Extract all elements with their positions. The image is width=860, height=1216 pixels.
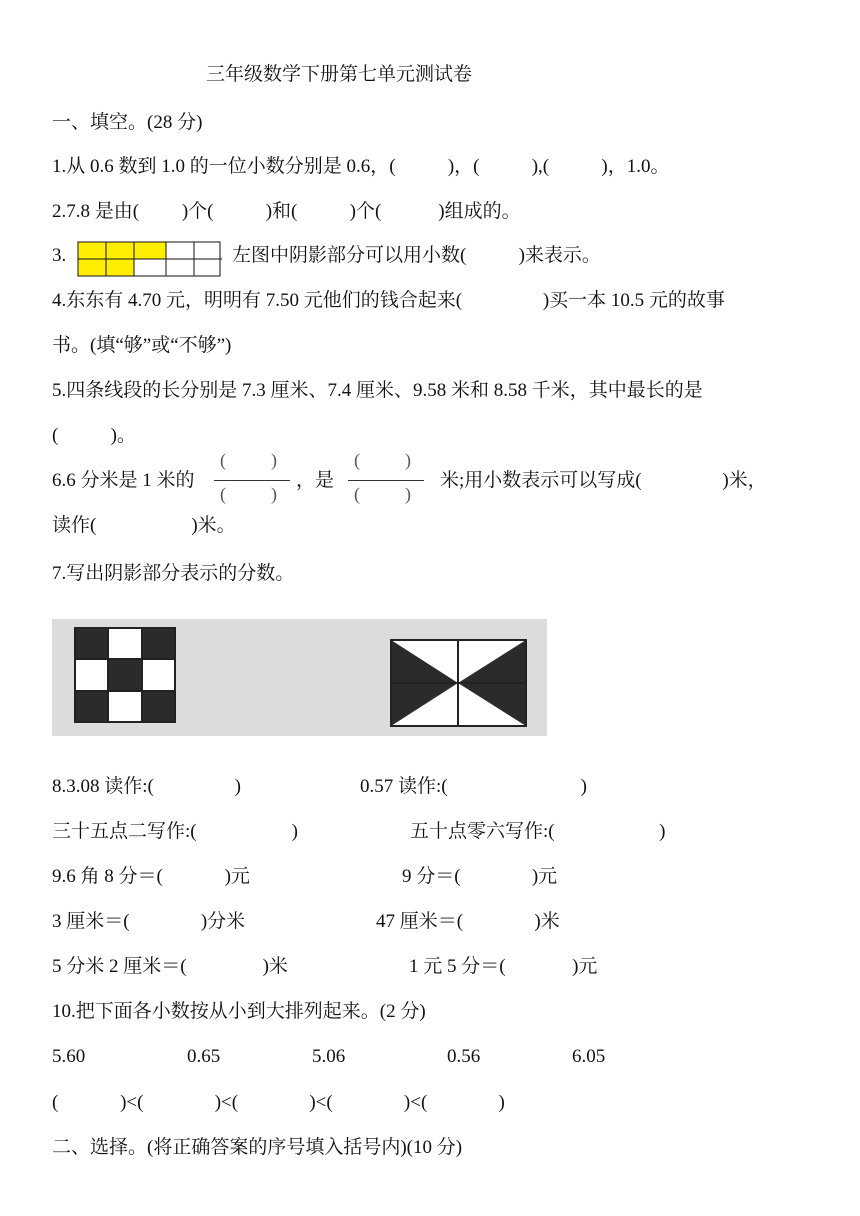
question-8-b: 0.57 读作:( ) bbox=[360, 776, 587, 797]
page-title: 三年级数学下册第七单元测试卷 bbox=[206, 64, 473, 85]
question-5-line-2: ( )。 bbox=[52, 425, 136, 446]
fraction-numerator: ( ) bbox=[220, 450, 277, 470]
question-9-d: 47 厘米＝( )米 bbox=[376, 911, 560, 932]
question-9-c: 3 厘米＝( )分米 bbox=[52, 911, 246, 932]
grid-cell-shaded bbox=[78, 259, 106, 276]
question-6-part-3: 米;用小数表示可以写成( )米， bbox=[440, 470, 767, 491]
checkerboard-figure bbox=[74, 627, 176, 723]
section-heading-fill-blank: 一、填空。(28 分) bbox=[52, 112, 203, 133]
bowtie-rectangle-figure bbox=[390, 639, 527, 727]
question-8-d: 五十点零六写作:( ) bbox=[410, 821, 666, 842]
question-6-part-2: ，是 bbox=[296, 470, 335, 491]
q10-number-4: 0.56 bbox=[447, 1046, 481, 1067]
fraction-blank-1 bbox=[214, 450, 290, 512]
question-2: 2.7.8 是由( )个( )和( )个( )组成的。 bbox=[52, 201, 521, 222]
q10-answer-blanks: ( )<( )<( )<( )<( ) bbox=[52, 1092, 505, 1113]
q10-number-1: 5.60 bbox=[52, 1046, 86, 1067]
question-8-a: 8.3.08 读作:( ) bbox=[52, 776, 241, 797]
question-7: 7.写出阴影部分表示的分数。 bbox=[52, 563, 295, 584]
question-6-line-2: 读作( )米。 bbox=[52, 515, 236, 536]
grid-cell-shaded bbox=[106, 242, 134, 259]
fraction-denominator: ( ) bbox=[354, 484, 411, 504]
question-3-text: 左图中阴影部分可以用小数( )来表示。 bbox=[232, 245, 601, 266]
question-4-line-1: 4.东东有 4.70 元，明明有 7.50 元他们的钱合起来( )买一本 10.5 元的故事 bbox=[52, 290, 725, 311]
fraction-bar bbox=[214, 480, 290, 481]
question-3-number: 3. bbox=[52, 245, 67, 266]
question-10: 10.把下面各小数按从小到大排列起来。(2 分) bbox=[52, 1001, 426, 1022]
fraction-bar bbox=[348, 480, 424, 481]
question-5-line-1: 5.四条线段的长分别是 7.3 厘米、7.4 厘米、9.58 米和 8.58 千米，其中最长的是 bbox=[52, 380, 703, 401]
question-8-c: 三十五点二写作:( ) bbox=[52, 821, 298, 842]
question-6-part-1: 6.6 分米是 1 米的 bbox=[52, 470, 195, 491]
q10-number-3: 5.06 bbox=[312, 1046, 346, 1067]
question-9-b: 9 分＝( )元 bbox=[402, 866, 558, 887]
decimal-grid-figure bbox=[76, 240, 224, 278]
question-9-e: 5 分米 2 厘米＝( )米 bbox=[52, 956, 288, 977]
shaded-fraction-figures-photo bbox=[52, 619, 547, 736]
fraction-numerator: ( ) bbox=[354, 450, 411, 470]
q10-number-5: 6.05 bbox=[572, 1046, 606, 1067]
grid-cell-shaded bbox=[134, 242, 166, 259]
fraction-blank-2 bbox=[348, 450, 424, 512]
question-4-line-2: 书。(填“够”或“不够”) bbox=[52, 335, 232, 356]
q10-number-2: 0.65 bbox=[187, 1046, 221, 1067]
question-9-f: 1 元 5 分＝( )元 bbox=[409, 956, 598, 977]
fraction-denominator: ( ) bbox=[220, 484, 277, 504]
grid-cell-shaded bbox=[106, 259, 134, 276]
question-1: 1.从 0.6 数到 1.0 的一位小数分别是 0.6，( )，( ),( )，1.0。 bbox=[52, 156, 670, 177]
question-9-a: 9.6 角 8 分＝( )元 bbox=[52, 866, 250, 887]
section-heading-multiple-choice: 二、选择。(将正确答案的序号填入括号内)(10 分) bbox=[52, 1137, 463, 1158]
grid-cell-shaded bbox=[78, 242, 106, 259]
